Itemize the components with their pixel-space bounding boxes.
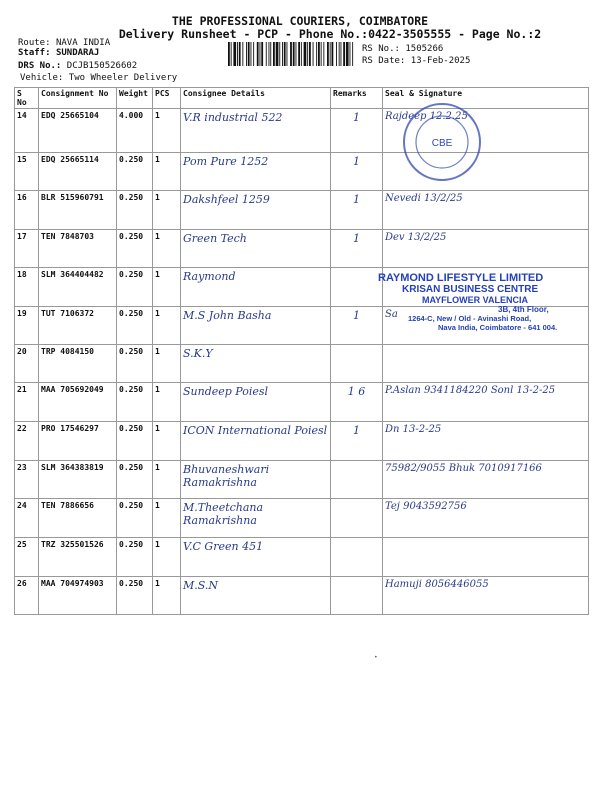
row-consignee: V.R industrial 522 — [181, 109, 331, 153]
row-weight: 0.250 — [117, 577, 153, 615]
row-pcs: 1 — [153, 307, 181, 345]
table-header-row — [15, 88, 589, 109]
row-signature: Dev 13/2/25 — [383, 230, 589, 268]
barcode-bar — [257, 42, 259, 66]
row-consignment: PRO 17546297 — [39, 422, 117, 461]
row-remark — [331, 538, 383, 577]
drs-label: DRS No.: — [18, 61, 62, 71]
row-sno: 25 — [15, 538, 39, 577]
row-consignment: MAA 704974903 — [39, 577, 117, 615]
rs-date-label: RS Date: — [362, 56, 406, 66]
row-consignment: EDQ 25665114 — [39, 153, 117, 191]
barcode-bar — [321, 42, 322, 66]
row-remark — [331, 499, 383, 538]
row-remark — [331, 461, 383, 499]
row-pcs: 1 — [153, 153, 181, 191]
rs-date-value: 13-Feb-2025 — [410, 56, 471, 66]
row-signature: Hamuji 8056446055 — [383, 577, 589, 615]
row-remark — [331, 577, 383, 615]
barcode-bar — [239, 42, 241, 66]
table-row — [15, 538, 589, 577]
route-value: NAVA INDIA — [55, 38, 111, 48]
row-consignee: S.K.Y — [181, 345, 331, 383]
row-signature: P.Aslan 9341184220 Sonl 13-2-25 — [383, 383, 589, 422]
krishna-stamp-line2: MAYFLOWER VALENCIA — [422, 295, 529, 305]
barcode-bar — [336, 42, 337, 66]
barcode-bar — [346, 42, 349, 66]
vehicle-line — [20, 73, 177, 83]
row-sno: 17 — [15, 230, 39, 268]
company-title: THE PROFESSIONAL COURIERS, COIMBATORE — [171, 14, 429, 28]
barcode-bar — [279, 42, 280, 66]
row-weight: 0.250 — [117, 153, 153, 191]
barcode-bar — [251, 42, 252, 66]
barcode-bar — [287, 42, 288, 66]
route-line — [18, 38, 110, 48]
footer-mark: • — [374, 654, 378, 661]
row-weight: 0.250 — [117, 383, 153, 422]
barcode-bar — [253, 42, 254, 66]
barcode-bar — [282, 42, 283, 66]
barcode-bar — [270, 42, 271, 66]
barcode-bar — [330, 42, 331, 66]
barcode-bar — [233, 42, 236, 66]
row-consignment: TEN 7886656 — [39, 499, 117, 538]
barcode-bar — [228, 42, 230, 66]
row-pcs: 1 — [153, 461, 181, 499]
row-sno: 19 — [15, 307, 39, 345]
row-signature — [383, 345, 589, 383]
barcode-bar — [261, 42, 263, 66]
barcode-bar — [273, 42, 275, 66]
runsheet-table — [14, 87, 589, 615]
row-consignment: TRP 4084150 — [39, 345, 117, 383]
row-remark: 1 — [331, 191, 383, 230]
table-row — [15, 307, 589, 345]
barcode-bar — [309, 42, 311, 66]
row-pcs: 1 — [153, 422, 181, 461]
col-consignee: Consignee Details — [181, 88, 331, 109]
row-consignee: Dakshfeel 1259 — [181, 191, 331, 230]
row-sno: 23 — [15, 461, 39, 499]
rs-no-line — [362, 44, 443, 54]
barcode-bar — [313, 42, 314, 66]
row-sno: 26 — [15, 577, 39, 615]
drs-value: DCJB150526602 — [66, 61, 138, 71]
barcode-bar — [248, 42, 250, 66]
col-consignment: Consignment No — [39, 88, 117, 109]
row-signature: Sa — [383, 307, 589, 345]
row-sno: 14 — [15, 109, 39, 153]
barcode-bar — [260, 42, 261, 66]
row-pcs: 1 — [153, 109, 181, 153]
raymond-stamp-text: RAYMOND LIFESTYLE LIMITED — [378, 272, 544, 284]
row-pcs: 1 — [153, 230, 181, 268]
barcode-bar — [242, 42, 243, 66]
row-pcs: 1 — [153, 191, 181, 230]
row-remark: 1 — [331, 109, 383, 153]
row-pcs: 1 — [153, 499, 181, 538]
vehicle-label: Vehicle: — [20, 73, 64, 83]
row-consignment: SLM 364404482 — [39, 268, 117, 307]
krishna-stamp-line5: Nava India, Coimbatore - 641 004. — [438, 323, 558, 332]
barcode-bar — [246, 42, 247, 66]
barcode-bar — [296, 42, 297, 66]
barcode-bar — [266, 42, 267, 66]
table-row — [15, 268, 589, 307]
krishna-stamp-line4: 1264-C, New / Old - Avinashi Road, — [408, 314, 532, 323]
barcode-bar — [298, 42, 300, 66]
row-sno: 15 — [15, 153, 39, 191]
row-pcs: 1 — [153, 345, 181, 383]
row-consignment: TUT 7106372 — [39, 307, 117, 345]
row-consignee: M.S.N — [181, 577, 331, 615]
barcode-bar — [341, 42, 342, 66]
row-consignment: EDQ 25665104 — [39, 109, 117, 153]
rs-no-label: RS No.: — [362, 44, 400, 54]
col-signature: Seal & Signature — [383, 88, 589, 109]
row-consignment: TEN 7848703 — [39, 230, 117, 268]
staff-value: SUNDARAJ — [55, 48, 100, 58]
barcode-bar — [343, 42, 345, 66]
row-signature — [383, 153, 589, 191]
row-consignment: SLM 364383819 — [39, 461, 117, 499]
row-consignee: Bhuvaneshwari Ramakrishna — [181, 461, 331, 499]
row-consignee: Pom Pure 1252 — [181, 153, 331, 191]
row-remark: 1 — [331, 153, 383, 191]
barcode-bar — [276, 42, 279, 66]
col-weight: Weight — [117, 88, 153, 109]
barcode-bar — [350, 42, 351, 66]
row-sno: 18 — [15, 268, 39, 307]
col-remarks: Remarks — [331, 88, 383, 109]
row-consignee: V.C Green 451 — [181, 538, 331, 577]
table-row — [15, 499, 589, 538]
row-remark — [331, 268, 383, 307]
row-weight: 0.250 — [117, 268, 153, 307]
col-sno: S No — [15, 88, 39, 109]
barcode-bar — [269, 42, 270, 66]
row-remark: 1 6 — [331, 383, 383, 422]
barcode-bar — [352, 42, 353, 66]
row-sno: 21 — [15, 383, 39, 422]
row-pcs: 1 — [153, 577, 181, 615]
table-row — [15, 422, 589, 461]
table-row — [15, 345, 589, 383]
barcode-bar — [231, 42, 232, 66]
row-consignment: BLR 515960791 — [39, 191, 117, 230]
krishna-stamp-line3: 3B, 4th Floor, — [498, 305, 549, 314]
table-row — [15, 109, 589, 153]
krishna-stamp-line1: KRISAN BUSINESS CENTRE — [402, 284, 539, 295]
barcode-bar — [284, 42, 286, 66]
barcode-bar — [290, 42, 292, 66]
table-row — [15, 191, 589, 230]
row-weight: 0.250 — [117, 191, 153, 230]
row-signature — [383, 538, 589, 577]
barcode-bar — [327, 42, 329, 66]
row-weight: 0.250 — [117, 230, 153, 268]
row-consignee: ICON International Poiesl — [181, 422, 331, 461]
col-pcs: PCS — [153, 88, 181, 109]
row-remark: 1 — [331, 422, 383, 461]
row-signature: Dn 13-2-25 — [383, 422, 589, 461]
row-consignee: M.Theetchana Ramakrishna — [181, 499, 331, 538]
row-weight: 0.250 — [117, 307, 153, 345]
row-sno: 20 — [15, 345, 39, 383]
vehicle-value: Two Wheeler Delivery — [68, 73, 178, 83]
barcode-bar — [293, 42, 295, 66]
row-remark — [331, 345, 383, 383]
row-weight: 0.250 — [117, 461, 153, 499]
barcode-bar — [301, 42, 302, 66]
row-consignee: Sundeep Poiesl — [181, 383, 331, 422]
table-row — [15, 230, 589, 268]
row-remark: 1 — [331, 230, 383, 268]
barcode-bar — [332, 42, 334, 66]
barcode-bar — [318, 42, 320, 66]
table-row — [15, 461, 589, 499]
barcode-bar — [316, 42, 317, 66]
row-weight: 0.250 — [117, 499, 153, 538]
rs-date-line — [362, 56, 470, 66]
row-pcs: 1 — [153, 268, 181, 307]
row-signature: Nevedi 13/2/25 — [383, 191, 589, 230]
row-pcs: 1 — [153, 383, 181, 422]
row-signature: 75982/9055 Bhuk 7010917166 — [383, 461, 589, 499]
row-consignment: MAA 705692049 — [39, 383, 117, 422]
rs-no-value: 1505266 — [405, 44, 444, 54]
row-weight: 4.000 — [117, 109, 153, 153]
drs-line — [18, 61, 137, 71]
row-consignment: TRZ 325501526 — [39, 538, 117, 577]
table-row — [15, 577, 589, 615]
row-weight: 0.250 — [117, 538, 153, 577]
row-pcs: 1 — [153, 538, 181, 577]
row-consignee: M.S John Basha — [181, 307, 331, 345]
row-weight: 0.250 — [117, 422, 153, 461]
table-row — [15, 383, 589, 422]
barcode — [228, 42, 354, 66]
row-sno: 16 — [15, 191, 39, 230]
staff-label: Staff: — [18, 48, 51, 58]
row-signature — [383, 268, 589, 307]
barcode-bar — [323, 42, 324, 66]
route-label: Route: — [18, 38, 51, 48]
barcode-bar — [304, 42, 307, 66]
row-signature: Rajdeep 12.2.25 — [383, 109, 589, 153]
staff-line — [18, 48, 99, 58]
row-remark: 1 — [331, 307, 383, 345]
table-row — [15, 153, 589, 191]
barcode-bar — [307, 42, 308, 66]
barcode-bar — [339, 42, 340, 66]
round-stamp-text: CBE — [431, 138, 453, 149]
row-sno: 24 — [15, 499, 39, 538]
runsheet-subtitle: Delivery Runsheet - PCP - Phone No.:0422-3505555 - Page No.:2 — [118, 27, 542, 41]
barcode-bar — [237, 42, 238, 66]
row-signature: Tej 9043592756 — [383, 499, 589, 538]
row-consignee: Green Tech — [181, 230, 331, 268]
row-sno: 22 — [15, 422, 39, 461]
row-weight: 0.250 — [117, 345, 153, 383]
row-consignee: Raymond — [181, 268, 331, 307]
